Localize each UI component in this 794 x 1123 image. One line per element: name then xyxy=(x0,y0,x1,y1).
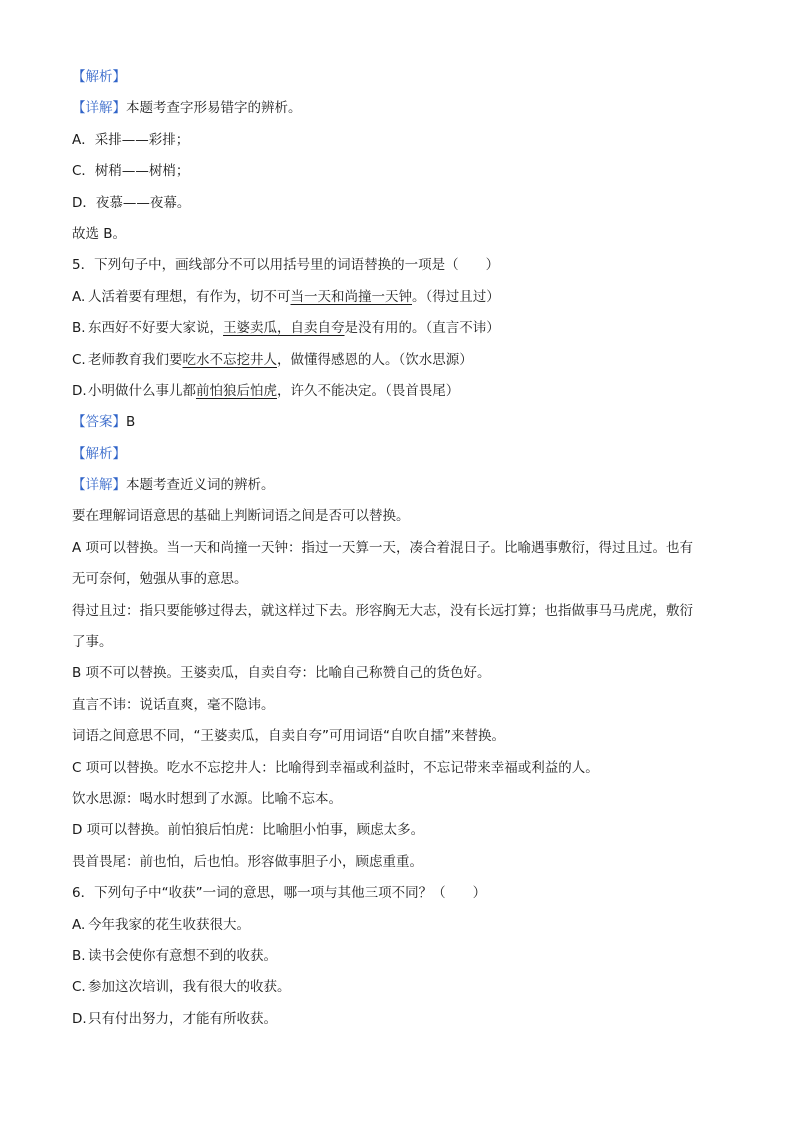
option-text: 读书会使你有意想不到的收获。 xyxy=(88,947,277,964)
line-text: A．采排——彩排； xyxy=(72,131,190,148)
text-line xyxy=(72,156,732,187)
option-text: 小明做什么事儿都 xyxy=(88,382,196,399)
text-line xyxy=(72,564,732,595)
line-text: 词语之间意思不同，“王婆卖瓜，自卖自夸”可用词语“自吹自擂”来替换。 xyxy=(72,728,505,745)
option-item xyxy=(72,910,732,941)
text-line xyxy=(72,847,732,878)
underlined-phrase: 当一天和尚撞一天钟 xyxy=(290,288,412,305)
option-text-after: 。（得过且过） xyxy=(412,288,500,305)
line-text: 得过且过：指只要能够过得去，就这样过下去。形容胸无大志，没有长远打算；也指做事马马虎虎，敷衍 xyxy=(72,602,693,619)
line-text: B 项不可以替换。王婆卖瓜，自卖自夸：比喻自己称赞自己的货色好。 xyxy=(72,665,491,682)
text-line xyxy=(72,784,732,815)
section-tag: 【详解】 xyxy=(72,100,126,117)
section-tag: 【解析】 xyxy=(72,69,126,85)
line-text: 5．下列句子中，画线部分不可以用括号里的词语替换的一项是（ ） xyxy=(72,257,500,274)
text-line xyxy=(72,627,732,658)
text-line xyxy=(72,188,732,219)
text-line xyxy=(72,533,732,564)
option-text: 今年我家的花生收获很大。 xyxy=(88,916,250,933)
option-text-after: 是没有用的。（直言不讳） xyxy=(344,320,500,337)
text-line xyxy=(72,815,732,846)
document-page xyxy=(72,62,732,1035)
option-letter: B. xyxy=(72,320,86,337)
section-tag: 【详解】 xyxy=(72,477,126,494)
line-text: 了事。 xyxy=(72,634,113,651)
line-text: C．树稍——树梢； xyxy=(72,163,190,180)
text-line xyxy=(72,690,732,721)
line-text: A 项可以替换。当一天和尚撞一天钟：指过一天算一天，凑合着混日子。比喻遇事敷衍，得过且过。也有 xyxy=(72,539,694,556)
text-line xyxy=(72,596,732,627)
option-item xyxy=(72,941,732,972)
option-letter: B. xyxy=(72,947,86,964)
underlined-phrase: 吃水不忘挖井人 xyxy=(182,351,277,368)
option-letter: A. xyxy=(72,288,86,305)
option-text-after: ，做懂得感恩的人。（饮水思源） xyxy=(277,351,473,368)
option-item xyxy=(72,376,732,407)
option-letter: D. xyxy=(72,382,87,399)
option-text-after: ，许久不能决定。（畏首畏尾） xyxy=(277,382,460,399)
line-text: D 项可以替换。前怕狼后怕虎：比喻胆小怕事，顾虑太多。 xyxy=(72,822,425,839)
underlined-phrase: 前怕狼后怕虎 xyxy=(196,382,277,399)
detail-line xyxy=(72,93,732,124)
option-item xyxy=(72,282,732,313)
section-heading xyxy=(72,62,732,93)
option-text: 东西好不好要大家说， xyxy=(88,320,223,337)
option-text: 参加这次培训，我有很大的收获。 xyxy=(88,979,291,996)
line-text: 畏首畏尾：前也怕，后也怕。形容做事胆子小，顾虑重重。 xyxy=(72,853,423,870)
line-text: 直言不讳：说话直爽，毫不隐讳。 xyxy=(72,696,275,713)
text-line xyxy=(72,753,732,784)
answer-line xyxy=(72,407,732,438)
section-heading xyxy=(72,439,732,470)
text-line xyxy=(72,501,732,532)
underlined-phrase: 王婆卖瓜，自卖自夸 xyxy=(223,320,345,337)
option-item xyxy=(72,972,732,1003)
text-line xyxy=(72,125,732,156)
line-text: 要在理解词语意思的基础上判断词语之间是否可以替换。 xyxy=(72,508,410,525)
option-item xyxy=(72,313,732,344)
option-item xyxy=(72,1004,732,1035)
option-item xyxy=(72,345,732,376)
text-line xyxy=(72,878,732,909)
line-text: 故选 B。 xyxy=(72,225,127,242)
line-text: C 项可以替换。吃水不忘挖井人：比喻得到幸福或利益时，不忘记带来幸福或利益的人。 xyxy=(72,759,599,776)
text-line xyxy=(72,721,732,752)
line-text: 饮水思源：喝水时想到了水源。比喻不忘本。 xyxy=(72,790,342,807)
line-text: 本题考查近义词的辨析。 xyxy=(126,477,275,494)
section-tag: 【答案】 xyxy=(72,414,126,431)
option-text: 老师教育我们要 xyxy=(88,351,183,368)
text-line xyxy=(72,250,732,281)
line-text: D．夜慕——夜幕。 xyxy=(72,194,191,211)
line-text: 6．下列句子中“收获”一词的意思，哪一项与其他三项不同？（ ） xyxy=(72,885,487,902)
text-line xyxy=(72,658,732,689)
option-text: 人活着要有理想，有作为，切不可 xyxy=(88,288,291,305)
section-tag: 【解析】 xyxy=(72,445,126,462)
option-letter: A. xyxy=(72,916,86,933)
detail-line xyxy=(72,470,732,501)
line-text: B xyxy=(126,414,136,431)
line-text: 无可奈何，勉强从事的意思。 xyxy=(72,571,248,588)
option-letter: C. xyxy=(72,979,86,996)
option-letter: C. xyxy=(72,351,86,368)
line-text: 本题考查字形易错字的辨析。 xyxy=(126,100,302,117)
text-line xyxy=(72,219,732,250)
option-letter: D. xyxy=(72,1010,87,1027)
option-text: 只有付出努力，才能有所收获。 xyxy=(88,1010,277,1027)
